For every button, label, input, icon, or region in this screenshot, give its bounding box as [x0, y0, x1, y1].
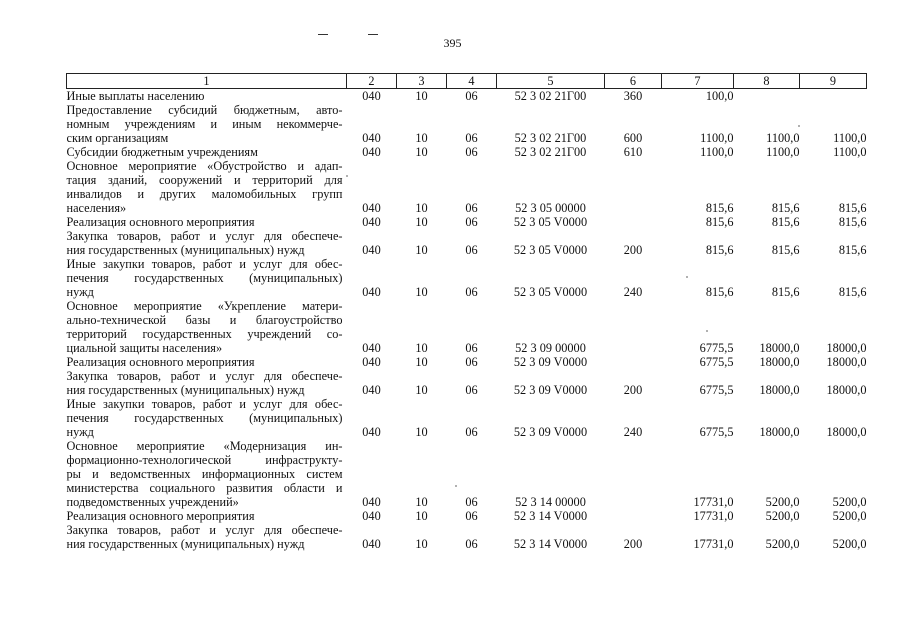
column-header: 3 — [397, 74, 447, 89]
description-line: Реализация основного мероприятия — [66, 355, 255, 369]
cell-c5: 52 3 05 V0000 — [513, 215, 588, 229]
cell-c8: 815,6 — [771, 285, 800, 299]
description-line: Основное мероприятие «Обустройство и адап- — [66, 159, 343, 173]
row-description — [67, 523, 347, 551]
cell-c4: 06 — [465, 341, 478, 355]
cell-c8: 18000,0 — [759, 425, 800, 439]
cell-c5: 52 3 09 V0000 — [513, 425, 588, 439]
cell-c8 — [734, 89, 800, 104]
cell-c3: 10 — [415, 425, 428, 439]
table-row — [67, 439, 867, 509]
cell-c7: 6775,5 — [699, 425, 734, 439]
cell-c2: 040 — [362, 145, 381, 159]
cell-c9: 815,6 — [838, 285, 867, 299]
description-line: Иные закупки товаров, работ и услуг для обес- — [66, 397, 343, 411]
cell-c3: 10 — [415, 131, 428, 145]
cell-c9: 5200,0 — [832, 537, 867, 551]
cell-c9: 18000,0 — [826, 425, 867, 439]
cell-c7: 17731,0 — [693, 509, 734, 523]
cell-c9: 5200,0 — [832, 509, 867, 523]
cell-c7: 6775,5 — [699, 355, 734, 369]
header-row — [67, 74, 867, 89]
cell-c9: 18000,0 — [826, 355, 867, 369]
description-line: нужд — [66, 285, 94, 299]
cell-c6: 200 — [623, 243, 643, 257]
description-line: подведомственных учреждений» — [66, 495, 239, 509]
cell-c3: 10 — [415, 201, 428, 215]
cell-c2: 040 — [362, 355, 381, 369]
table-row — [67, 397, 867, 439]
cell-c4: 06 — [465, 131, 478, 145]
table-row — [67, 299, 867, 355]
cell-c7: 815,6 — [705, 201, 734, 215]
cell-c7: 815,6 — [705, 215, 734, 229]
cell-c3: 10 — [415, 537, 428, 551]
cell-c6: 240 — [623, 285, 643, 299]
scan-speck — [346, 175, 348, 177]
cell-c8: 5200,0 — [765, 537, 800, 551]
table-row — [67, 89, 867, 104]
cell-c8: 1100,0 — [766, 131, 800, 145]
cell-c6 — [605, 215, 662, 229]
description-line: номным учреждениям и иным некоммерче- — [66, 117, 343, 131]
cell-c4: 06 — [465, 215, 478, 229]
cell-c8: 815,6 — [771, 215, 800, 229]
cell-c7: 6775,5 — [699, 341, 734, 355]
cell-c6: 240 — [623, 425, 643, 439]
description-line: министерства социального развития области и — [66, 481, 343, 495]
cell-c2: 040 — [362, 537, 381, 551]
table-row — [67, 215, 867, 229]
cell-c5: 52 3 05 V0000 — [513, 285, 588, 299]
cell-c3: 10 — [415, 145, 428, 159]
description-line: ния государственных (муниципальных) нужд — [66, 383, 305, 397]
description-line: Закупка товаров, работ и услуг для обеспече- — [66, 369, 343, 383]
cell-c7: 1100,0 — [700, 131, 734, 145]
cell-c8: 18000,0 — [759, 355, 800, 369]
row-description — [67, 397, 347, 439]
cell-c5: 52 3 09 V0000 — [513, 355, 588, 369]
column-header: 7 — [662, 74, 734, 89]
column-header: 4 — [447, 74, 497, 89]
description-line: Основное мероприятие «Укрепление матери- — [66, 299, 343, 313]
description-line: Реализация основного мероприятия — [66, 215, 255, 229]
table-header — [67, 74, 867, 89]
row-description — [67, 215, 347, 229]
row-description — [67, 103, 347, 145]
description-line: Основное мероприятие «Модернизация ин- — [66, 439, 343, 453]
row-description — [67, 439, 347, 509]
cell-c9 — [800, 89, 867, 104]
scan-speck — [798, 125, 800, 127]
cell-c6: 200 — [623, 537, 643, 551]
row-description — [67, 145, 347, 159]
row-description — [67, 159, 347, 215]
cell-c7: 815,6 — [705, 243, 734, 257]
cell-c8: 18000,0 — [759, 341, 800, 355]
cell-c3: 10 — [415, 89, 428, 103]
cell-c9: 815,6 — [838, 201, 867, 215]
cell-c9: 815,6 — [838, 243, 867, 257]
table-row — [67, 145, 867, 159]
row-description — [67, 509, 347, 523]
cell-c5: 52 3 14 V0000 — [513, 509, 588, 523]
cell-c6: 600 — [623, 131, 643, 145]
cell-c9: 18000,0 — [826, 341, 867, 355]
scan-speck — [706, 330, 708, 332]
cell-c2: 040 — [362, 495, 381, 509]
cell-c3: 10 — [415, 495, 428, 509]
description-line: Предоставление субсидий бюджетным, авто- — [66, 103, 343, 117]
cell-c4: 06 — [465, 145, 478, 159]
cell-c7: 1100,0 — [700, 145, 734, 159]
cell-c6: 360 — [623, 89, 643, 103]
cell-c2: 040 — [362, 201, 381, 215]
cell-c5: 52 3 02 21Г00 — [514, 131, 587, 145]
cell-c5: 52 3 09 V0000 — [513, 383, 588, 397]
column-header: 9 — [800, 74, 867, 89]
cell-c4: 06 — [465, 89, 478, 103]
cell-c4: 06 — [465, 537, 478, 551]
cell-c8: 5200,0 — [765, 509, 800, 523]
cell-c8: 1100,0 — [766, 145, 800, 159]
cell-c3: 10 — [415, 355, 428, 369]
column-header: 1 — [67, 74, 347, 89]
description-line: территорий государственных учреждений со- — [66, 327, 343, 341]
row-description — [67, 257, 347, 299]
cell-c4: 06 — [465, 355, 478, 369]
cell-c7: 17731,0 — [693, 495, 734, 509]
cell-c2: 040 — [362, 285, 381, 299]
scan-speck — [686, 276, 688, 278]
cell-c5: 52 3 14 V0000 — [513, 537, 588, 551]
description-line: Закупка товаров, работ и услуг для обеспече- — [66, 229, 343, 243]
cell-c3: 10 — [415, 383, 428, 397]
row-description — [67, 89, 347, 104]
cell-c9: 5200,0 — [832, 495, 867, 509]
description-line: печения государственных (муниципальных) — [66, 411, 343, 425]
cell-c6 — [605, 159, 662, 215]
cell-c3: 10 — [415, 341, 428, 355]
cell-c5: 52 3 14 00000 — [515, 495, 586, 509]
cell-c3: 10 — [415, 215, 428, 229]
column-header: 5 — [497, 74, 605, 89]
cell-c9: 1100,0 — [833, 131, 867, 145]
description-line: Иные закупки товаров, работ и услуг для обес- — [66, 257, 343, 271]
row-description — [67, 369, 347, 397]
cell-c5: 52 3 02 21Г00 — [514, 89, 587, 103]
cell-c5: 52 3 02 21Г00 — [514, 145, 587, 159]
cell-c4: 06 — [465, 243, 478, 257]
column-header: 2 — [347, 74, 397, 89]
table-row — [67, 369, 867, 397]
cell-c7: 6775,5 — [699, 383, 734, 397]
budget-table — [66, 73, 867, 551]
cell-c5: 52 3 05 V0000 — [513, 243, 588, 257]
table-row — [67, 257, 867, 299]
cell-c4: 06 — [465, 425, 478, 439]
table-row — [67, 509, 867, 523]
cell-c6: 200 — [623, 383, 643, 397]
description-line: ния государственных (муниципальных) нужд — [66, 243, 305, 257]
description-line: ским организациям — [66, 131, 169, 145]
cell-c4: 06 — [465, 285, 478, 299]
description-line: населения» — [66, 201, 127, 215]
cell-c4: 06 — [465, 509, 478, 523]
description-line: ния государственных (муниципальных) нужд — [66, 537, 305, 551]
cell-c8: 815,6 — [771, 243, 800, 257]
table-row — [67, 355, 867, 369]
row-description — [67, 355, 347, 369]
table-row — [67, 159, 867, 215]
cell-c9: 18000,0 — [826, 383, 867, 397]
cell-c7: 815,6 — [705, 285, 734, 299]
row-description — [67, 229, 347, 257]
description-line: циальной защиты населения» — [66, 341, 223, 355]
cell-c4: 06 — [465, 383, 478, 397]
table-row — [67, 523, 867, 551]
description-line: тация зданий, сооружений и территорий для — [66, 173, 343, 187]
page-number: 395 — [443, 36, 462, 50]
cell-c6 — [605, 439, 662, 509]
row-description — [67, 299, 347, 355]
description-line: Иные выплаты населению — [66, 89, 205, 103]
cell-c2: 040 — [362, 243, 381, 257]
description-line: ально-технической базы и благоустройство — [66, 313, 343, 327]
description-line: ры и ведомственных информационных систем — [66, 467, 343, 481]
cell-c2: 040 — [362, 131, 381, 145]
cell-c2: 040 — [362, 509, 381, 523]
table-row — [67, 229, 867, 257]
cell-c7: 17731,0 — [693, 537, 734, 551]
cell-c6 — [605, 355, 662, 369]
column-header: 8 — [734, 74, 800, 89]
table-row — [67, 103, 867, 145]
cell-c8: 18000,0 — [759, 383, 800, 397]
cell-c2: 040 — [362, 215, 381, 229]
cell-c5: 52 3 05 00000 — [515, 201, 586, 215]
cell-c4: 06 — [465, 495, 478, 509]
cell-c2: 040 — [362, 425, 381, 439]
column-header: 6 — [605, 74, 662, 89]
cell-c7: 100,0 — [705, 89, 734, 103]
description-line: Субсидии бюджетным учреждениям — [66, 145, 258, 159]
description-line: Закупка товаров, работ и услуг для обеспече- — [66, 523, 343, 537]
description-line: Реализация основного мероприятия — [66, 509, 255, 523]
cell-c4: 06 — [465, 201, 478, 215]
cell-c8: 5200,0 — [765, 495, 800, 509]
description-line: инвалидов и других маломобильных групп — [66, 187, 343, 201]
description-line: печения государственных (муниципальных) — [66, 271, 343, 285]
cell-c9: 815,6 — [838, 215, 867, 229]
cell-c2: 040 — [362, 383, 381, 397]
cell-c3: 10 — [415, 285, 428, 299]
cell-c9: 1100,0 — [833, 145, 867, 159]
cell-c3: 10 — [415, 243, 428, 257]
table-body — [67, 89, 867, 552]
description-line: формационно-технологической инфраструкту- — [66, 453, 343, 467]
cell-c6: 610 — [623, 145, 643, 159]
cell-c2: 040 — [362, 89, 381, 103]
cell-c6 — [605, 509, 662, 523]
scan-speck — [455, 485, 457, 487]
cell-c8: 815,6 — [771, 201, 800, 215]
cell-c3: 10 — [415, 509, 428, 523]
description-line: нужд — [66, 425, 94, 439]
cell-c2: 040 — [362, 341, 381, 355]
cell-c6 — [605, 299, 662, 355]
cell-c5: 52 3 09 00000 — [515, 341, 586, 355]
